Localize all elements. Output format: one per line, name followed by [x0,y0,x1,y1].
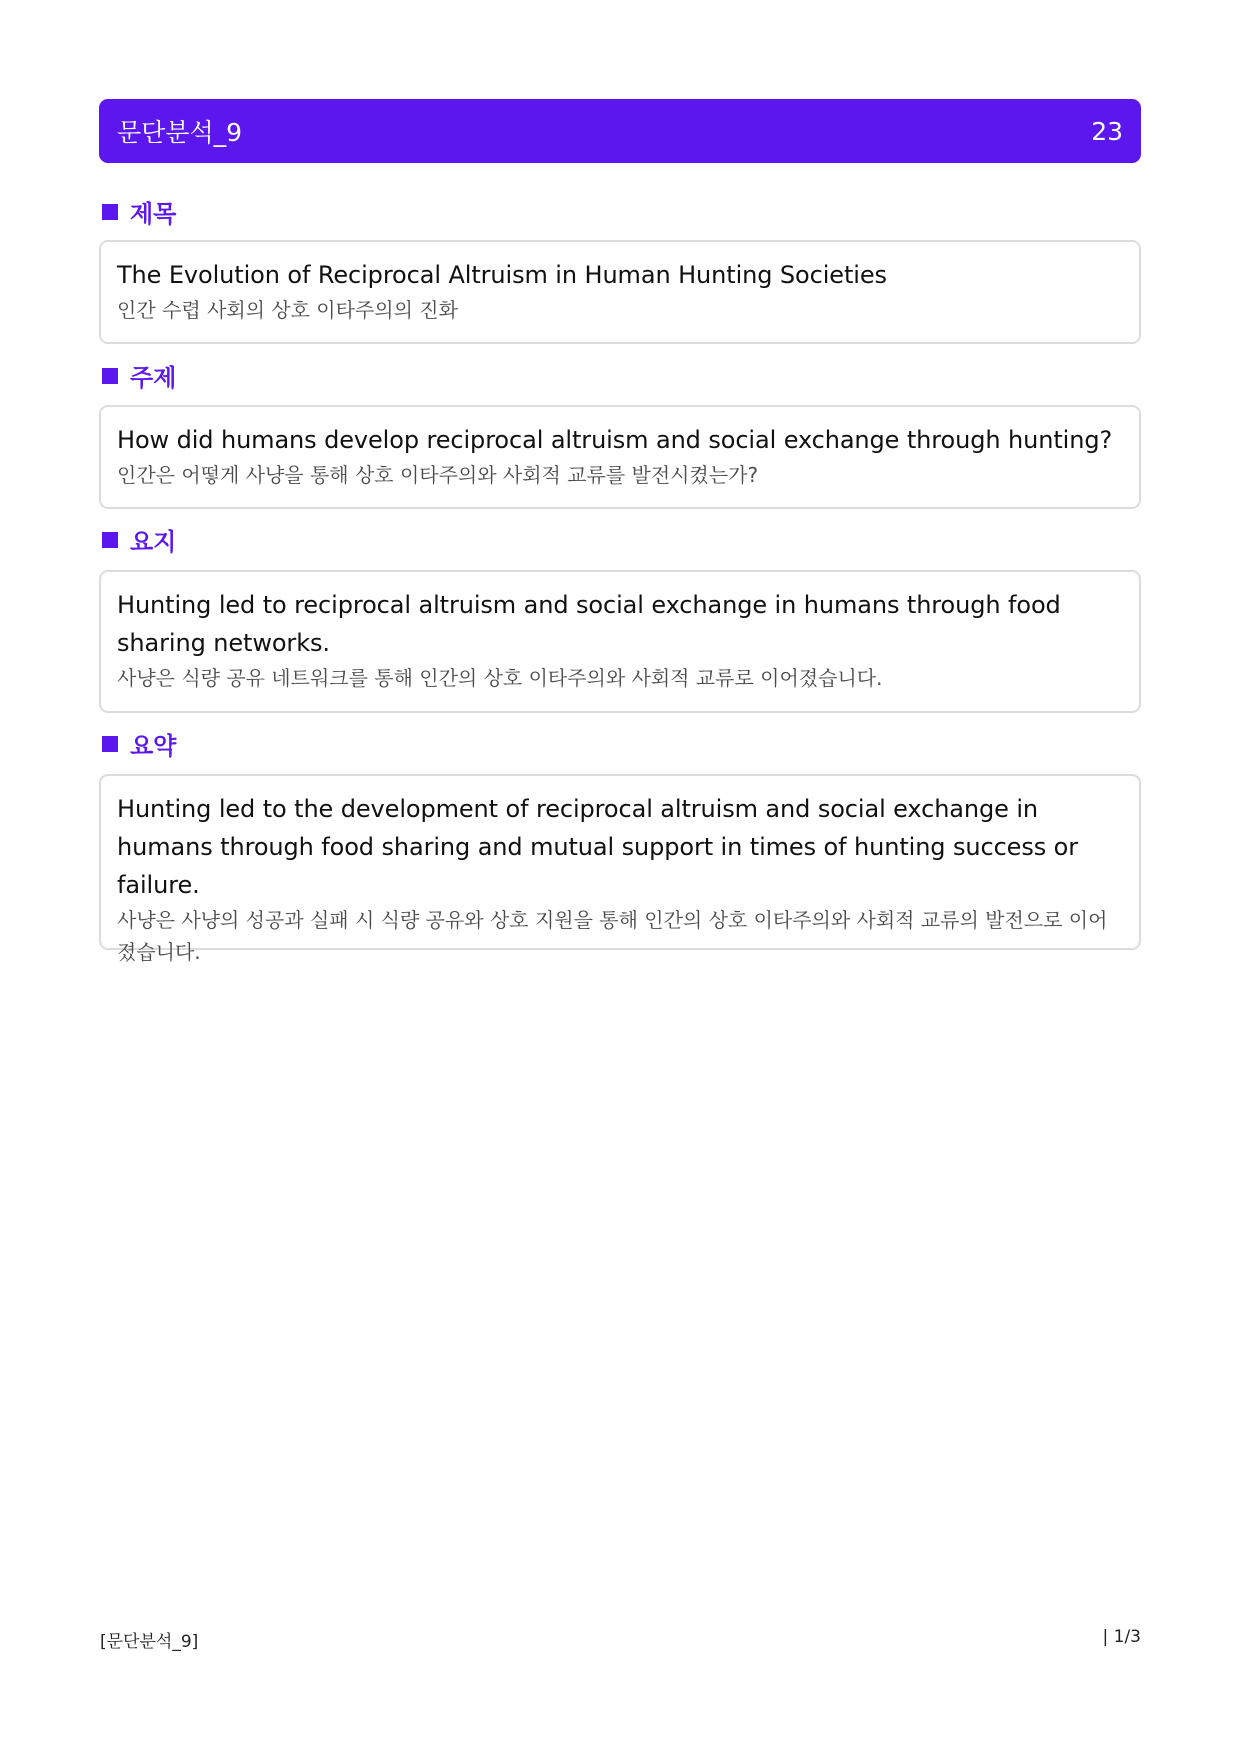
square-bullet-icon [102,532,118,548]
gist-english: Hunting led to reciprocal altruism and social exchange in humans through food sharing networks. [117,591,1061,657]
section-heading-label: 제목 [130,200,177,228]
topic-korean: 인간은 어떻게 사냥을 통해 상호 이타주의와 사회적 교류를 발전시켰는가? [117,463,759,487]
footer-page-number: | 1/3 [1102,1627,1141,1647]
topic-english: How did humans develop reciprocal altruism and social exchange through hunting? [117,426,1113,454]
summary-box [99,774,1141,964]
title-english: The Evolution of Reciprocal Altruism in Human Hunting Societies [117,261,887,289]
header-number: 23 [1091,116,1123,146]
title-korean: 인간 수렵 사회의 상호 이타주의의 진화 [117,298,458,322]
gist-korean: 사냥은 식량 공유 네트워크를 통해 인간의 상호 이타주의와 사회적 교류로 이어졌습니다. [117,666,883,690]
section-heading-topic [102,358,176,393]
header-bar [99,99,1141,163]
section-heading-label: 주제 [130,364,177,392]
title-box [99,240,1141,344]
summary-korean: 사냥은 사냥의 성공과 실패 시 식량 공유와 상호 지원을 통해 인간의 상호 이타주의와 사회적 교류의 발전으로 이어졌습니다. [117,908,1108,964]
section-heading-gist [102,522,176,557]
gist-box [99,570,1141,713]
section-heading-label: 요약 [130,732,177,760]
square-bullet-icon [102,204,118,220]
section-heading-label: 요지 [130,528,177,556]
square-bullet-icon [102,368,118,384]
topic-box [99,405,1141,509]
square-bullet-icon [102,736,118,752]
section-heading-summary [102,726,176,761]
section-heading-title [102,194,176,229]
header-title: 문단분석_9 [117,118,243,147]
footer-doc-label: [문단분석_9] [100,1632,199,1652]
summary-english: Hunting led to the development of reciprocal altruism and social exchange in humans through food sharing and mutual support in times of hunting success or failure. [117,795,1079,899]
